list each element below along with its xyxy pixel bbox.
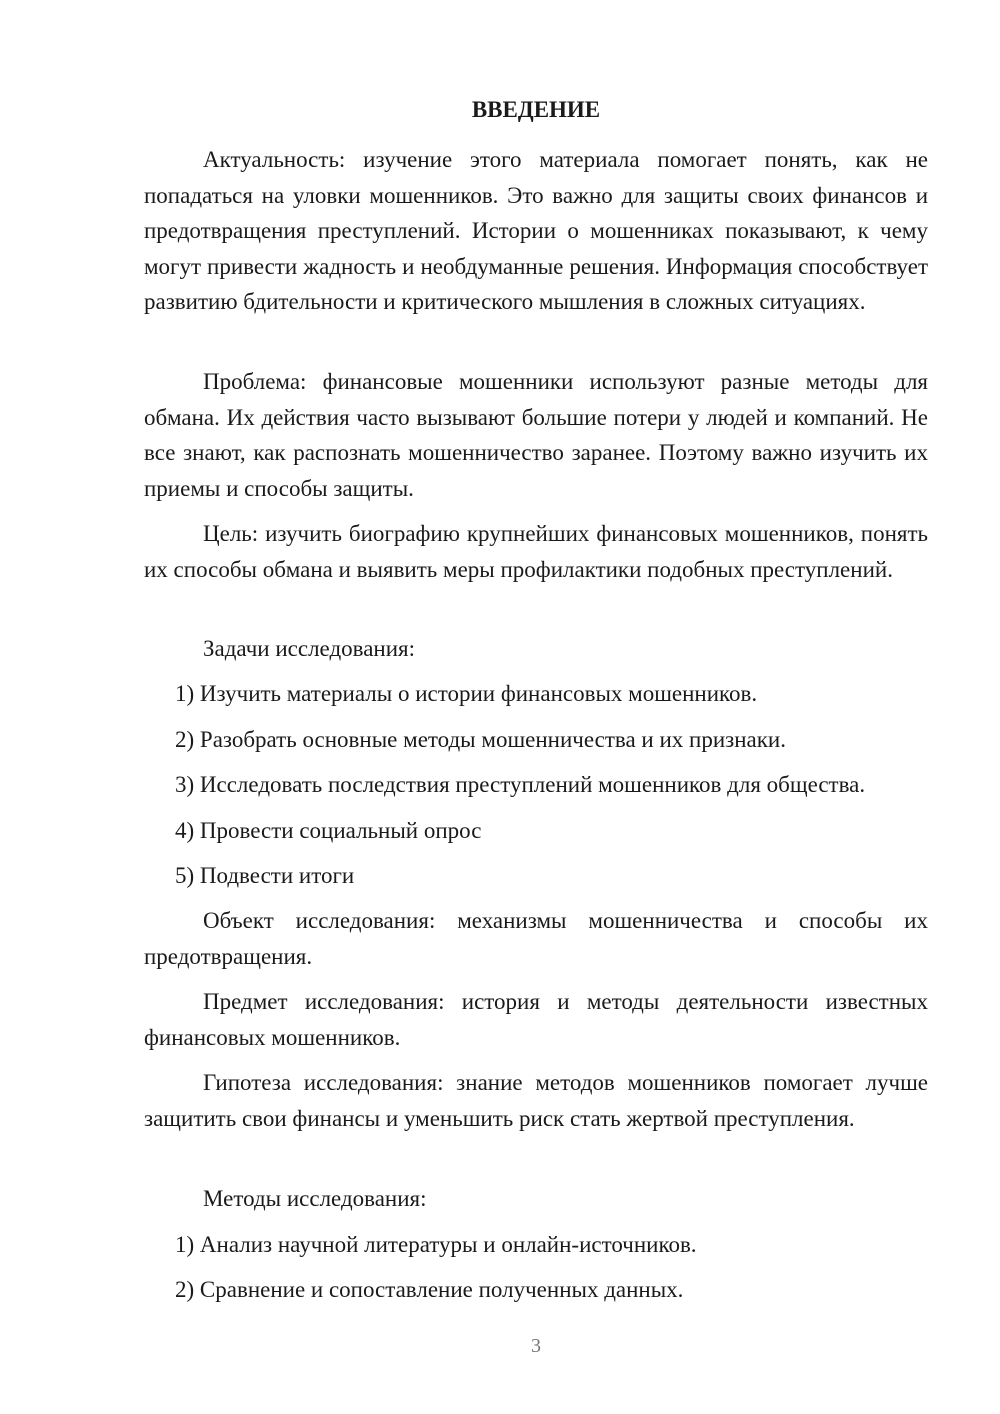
task-item-1: 1) Изучить материалы о истории финансовых мошенников. — [175, 681, 758, 706]
paragraph-relevance: Актуальность: изучение этого материала помогает понять, как не попадаться на уловки мошенников. Это важно для защиты своих финансов и предотвращения преступлений. Истории о мошенниках показывают, к чему могут привести жадность и необдуманные решения. Информация способствует развитию бдительности и критического мышления в сложных ситуациях. — [144, 147, 928, 314]
section-heading: ВВЕДЕНИЕ — [471, 97, 601, 122]
methods-label: Методы исследования: — [203, 1186, 427, 1211]
task-item-4: 4) Провести социальный опрос — [175, 818, 482, 843]
method-item-1: 1) Анализ научной литературы и онлайн-источников. — [175, 1232, 697, 1257]
task-item-5: 5) Подвести итоги — [175, 863, 355, 888]
paragraph-hypothesis: Гипотеза исследования: знание методов мошенников помогает лучше защитить свои финансы и уменьшить риск стать жертвой преступления. — [144, 1070, 928, 1131]
page-number: 3 — [531, 1335, 541, 1357]
tasks-label: Задачи исследования: — [203, 636, 416, 661]
paragraph-goal: Цель: изучить биографию крупнейших финансовых мошенников, понять их способы обмана и выявить меры профилактики подобных преступлений. — [144, 521, 928, 582]
method-item-2: 2) Сравнение и сопоставление полученных данных. — [175, 1277, 684, 1302]
paragraph-object: Объект исследования: механизмы мошенничества и способы их предотвращения. — [144, 908, 928, 969]
paragraph-subject: Предмет исследования: история и методы деятельности известных финансовых мошенников. — [144, 989, 928, 1050]
task-item-3: 3) Исследовать последствия преступлений мошенников для общества. — [175, 772, 866, 797]
task-item-2: 2) Разобрать основные методы мошенничества и их признаки. — [175, 727, 786, 752]
paragraph-problem: Проблема: финансовые мошенники используют разные методы для обмана. Их действия часто вызывают большие потери у людей и компаний. Не все знают, как распознать мошенничество заранее. Поэтому важно изучить их приемы и способы защиты. — [144, 369, 928, 501]
